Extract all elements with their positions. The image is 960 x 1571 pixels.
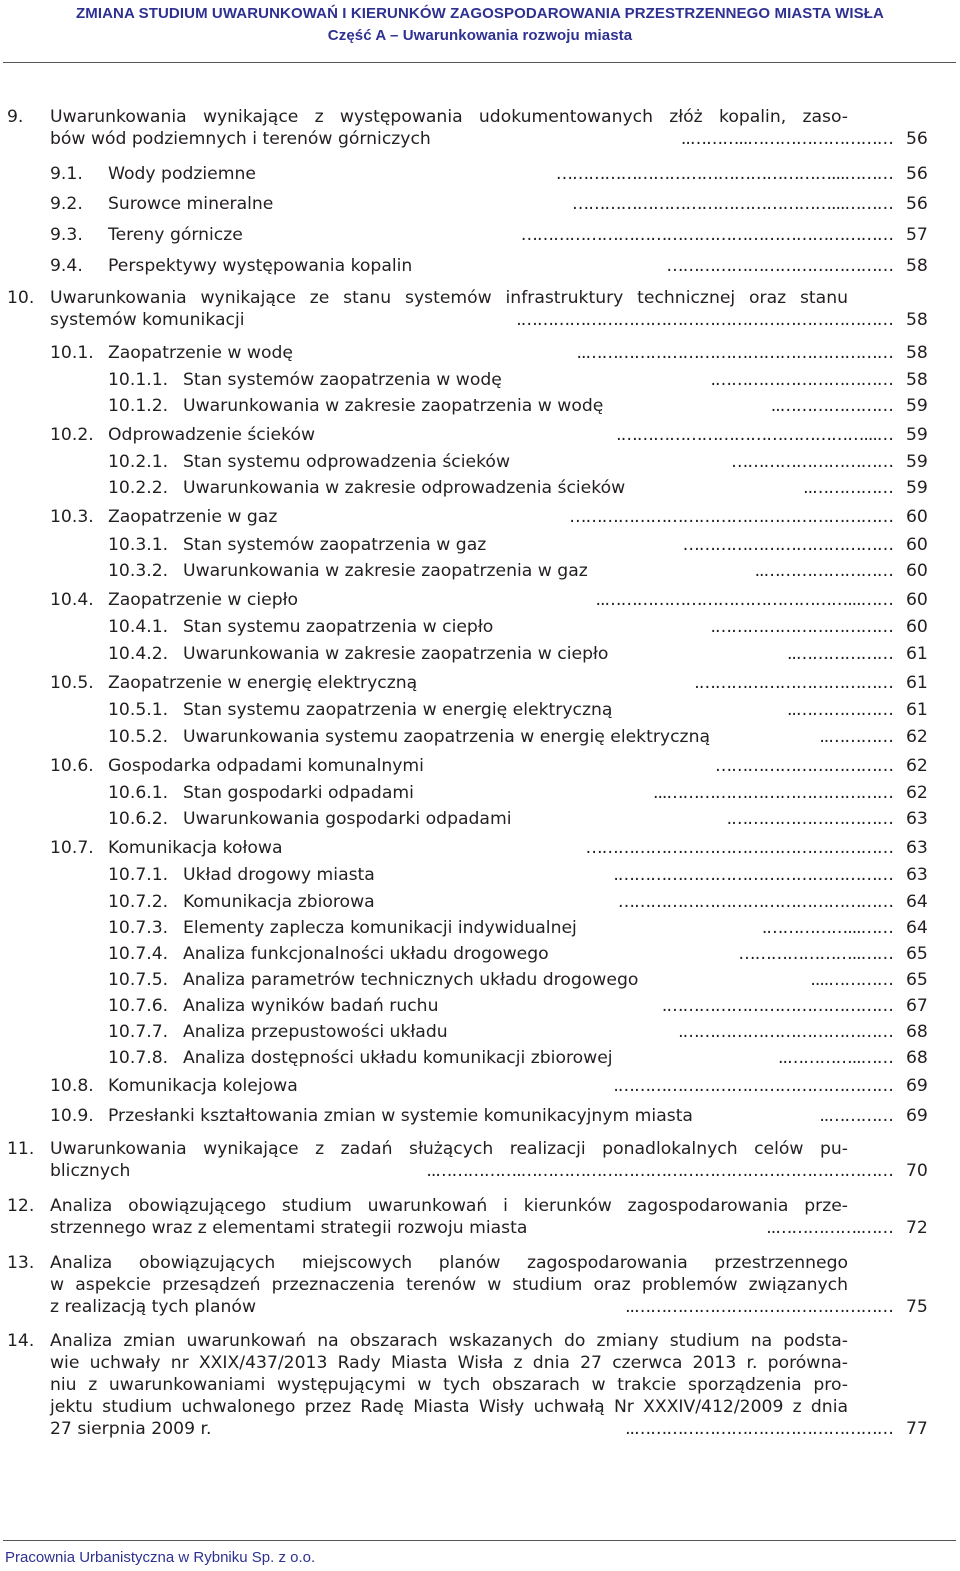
toc-title-line: Elementy zaplecza komunikacji indywidualnej	[183, 918, 577, 938]
toc-entry-title	[183, 534, 486, 556]
toc-entry-title	[183, 726, 710, 748]
toc-title-line: Zaopatrzenie w gaz	[108, 507, 278, 527]
toc-entry-number: 10.2.2.	[108, 478, 169, 498]
toc-entry-page: 56	[906, 129, 928, 149]
toc-entry-number: 10.5.2.	[108, 727, 169, 747]
toc-dot-leader: …………………………………….	[661, 996, 893, 1016]
toc-entry-page: 59	[906, 396, 928, 416]
toc-entry-page: 65	[906, 970, 928, 990]
toc-entry-title	[183, 969, 638, 991]
toc-title-line: Tereny górnicze	[108, 225, 243, 245]
toc-entry-number: 10.	[7, 288, 35, 308]
toc-entry-number: 10.6.	[50, 756, 94, 776]
toc-entry-page: 69	[906, 1076, 928, 1096]
toc-title-line: Gospodarka odpadami komunalnymi	[108, 756, 424, 776]
toc-entry-number: 10.1.2.	[108, 396, 169, 416]
toc-title-line: Uwarunkowania wynikające z występowania udokumentowanych złóż kopalin, zaso-	[50, 107, 848, 127]
toc-entry-title	[108, 424, 315, 446]
toc-entry-number: 10.7.6.	[108, 996, 169, 1016]
toc-entry-page: 56	[906, 194, 928, 214]
toc-title-line: Analiza dostępności układu komunikacji zbiorowej	[183, 1048, 613, 1068]
toc-dot-leader: ………………………………….	[678, 1022, 893, 1042]
toc-entry-page: 67	[906, 996, 928, 1016]
toc-title-line: Uwarunkowania w zakresie zaopatrzenia w wodę	[183, 396, 604, 416]
toc-dot-leader: ……………………………………………	[617, 892, 893, 912]
toc-entry-number: 9.	[7, 107, 24, 127]
toc-title-line: Zaopatrzenie w ciepło	[108, 590, 299, 610]
toc-title-line: Uwarunkowania w zakresie odprowadzenia ścieków	[183, 478, 626, 498]
toc-title-line: Komunikacja zbiorowa	[183, 892, 375, 912]
toc-entry-title	[108, 672, 417, 694]
toc-entry-title	[108, 837, 282, 859]
toc-entry-page: 70	[906, 1161, 928, 1181]
toc-entry-title	[183, 616, 493, 638]
toc-title-line: Analiza obowiązującego studium uwarunkowań i kierunków zagospodarowania prze-	[50, 1196, 848, 1216]
toc-entry-page: 57	[906, 225, 928, 245]
toc-dot-leader: …………………………………………………..	[576, 343, 893, 363]
toc-dot-leader: …………………………….	[710, 370, 893, 390]
toc-title-line: Stan systemów zaopatrzenia w wodę	[183, 370, 502, 390]
toc-dot-leader: …...……………………………………….	[616, 425, 893, 445]
toc-title-line: Surowce mineralne	[108, 194, 274, 214]
toc-dot-leader: ……………………………………………………	[569, 507, 893, 527]
toc-title-line: systemów komunikacji	[50, 310, 245, 330]
toc-title-line: Stan systemu zaopatrzenia w ciepło	[183, 617, 494, 637]
toc-entry-page: 59	[906, 452, 928, 472]
toc-entry-title	[108, 1075, 298, 1097]
toc-dot-leader: ……………………..	[754, 561, 893, 581]
toc-dot-leader: ……………..	[803, 478, 893, 498]
footer-text: Pracownia Urbanistyczna w Rybniku Sp. z o.o.	[5, 1549, 316, 1566]
toc-entry-page: 62	[906, 783, 928, 803]
toc-dot-leader: …………………………….	[710, 617, 893, 637]
toc-entry-page: 62	[906, 727, 928, 747]
toc-entry-page: 63	[906, 809, 928, 829]
toc-dot-leader: ……………………………	[714, 756, 893, 776]
document-header-title: ZMIANA STUDIUM UWARUNKOWAŃ I KIERUNKÓW ZAGOSPODAROWANIA PRZESTRZENNEGO MIASTA WISŁA	[76, 5, 884, 22]
toc-entry-number: 10.7.3.	[108, 918, 169, 938]
toc-entry-page: 68	[906, 1048, 928, 1068]
toc-dot-leader: …………………………………………….	[613, 1076, 893, 1096]
toc-dot-leader: …………………………………………..	[625, 1419, 893, 1439]
header-divider	[3, 62, 956, 63]
toc-entry-title	[108, 163, 256, 185]
toc-entry-title	[183, 643, 608, 665]
toc-entry-title	[183, 1021, 448, 1043]
toc-title-line: Uwarunkowania w zakresie zaopatrzenia w gaz	[183, 561, 588, 581]
toc-entry-title	[183, 891, 375, 913]
footer-divider	[3, 1540, 956, 1541]
toc-entry-title	[108, 193, 273, 215]
toc-title-line: Analiza obowiązujących miejscowych planów zagospodarowania przestrzennego	[50, 1253, 848, 1273]
toc-entry-page: 58	[906, 370, 928, 390]
toc-entry-page: 63	[906, 865, 928, 885]
toc-title-line: Zaopatrzenie w energię elektryczną	[108, 673, 418, 693]
toc-title-line: wie uchwały nr XXIX/437/2013 Rady Miasta Wisła z dnia 27 czerwca 2013 r. porówna-	[50, 1353, 848, 1373]
toc-title-line: Analiza funkcjonalności układu drogowego	[183, 944, 549, 964]
toc-entry-title	[183, 943, 549, 965]
toc-entry-number: 10.6.1.	[108, 783, 169, 803]
toc-entry-page: 61	[906, 700, 928, 720]
toc-dot-leader: …………………………………	[682, 535, 893, 555]
toc-entry-number: 10.8.	[50, 1076, 94, 1096]
toc-entry-title	[183, 699, 612, 721]
toc-entry-page: 59	[906, 478, 928, 498]
toc-dot-leader: …………..	[819, 727, 893, 747]
toc-title-line: Analiza wyników badań ruchu	[183, 996, 439, 1016]
toc-entry-title	[108, 589, 298, 611]
toc-entry-page: 75	[906, 1297, 928, 1317]
toc-entry-number: 10.7.	[50, 838, 94, 858]
toc-title-line: Perspektywy występowania kopalin	[108, 256, 413, 276]
toc-dot-leader: …………………………………………………………….	[516, 310, 893, 330]
toc-entry-number: 10.6.2.	[108, 809, 169, 829]
toc-dot-leader: …………………………………………………	[585, 838, 893, 858]
toc-dot-leader: …………………………………………………………….……………..	[426, 1161, 893, 1181]
toc-title-line: Zaopatrzenie w wodę	[108, 343, 293, 363]
toc-title-line: jektu studium uchwalonego przez Radę Miasta Wisły uchwałą Nr XXXIV/412/2009 z dnia	[50, 1397, 848, 1417]
toc-dot-leader: ………………..	[786, 700, 893, 720]
toc-entry-number: 10.1.	[50, 343, 94, 363]
toc-entry-page: 59	[906, 425, 928, 445]
toc-entry-title	[183, 395, 603, 417]
toc-entry-number: 10.2.1.	[108, 452, 169, 472]
toc-dot-leader: ………………………..………..	[680, 129, 893, 149]
toc-title-line: Komunikacja kolejowa	[108, 1076, 298, 1096]
toc-entry-number: 10.1.1.	[108, 370, 169, 390]
toc-dot-leader: ……………………………………………………………	[520, 225, 893, 245]
toc-entry-title	[108, 506, 277, 528]
toc-entry-page: 63	[906, 838, 928, 858]
toc-entry-page: 61	[906, 673, 928, 693]
toc-title-line: w aspekcie przesądzeń przeznaczenia terenów w studium oraz problemów związanych	[50, 1275, 848, 1295]
toc-entry-number: 9.3.	[50, 225, 83, 245]
toc-title-line: Stan gospodarki odpadami	[183, 783, 414, 803]
toc-entry-page: 56	[906, 164, 928, 184]
toc-entry-page: 60	[906, 561, 928, 581]
toc-title-line: 27 sierpnia 2009 r.	[50, 1419, 212, 1439]
toc-title-line: bów wód podziemnych i terenów górniczych	[50, 129, 431, 149]
toc-entry-number: 10.7.5.	[108, 970, 169, 990]
toc-dot-leader: ……...………………………………………..	[595, 590, 893, 610]
toc-title-line: niu z uwarunkowaniami występującymi w tych obszarach w trakcie sporządzenia pro-	[50, 1375, 848, 1395]
toc-entry-number: 10.5.	[50, 673, 94, 693]
toc-dot-leader: ……..…………..	[778, 1048, 893, 1068]
toc-entry-number: 10.4.2.	[108, 644, 169, 664]
toc-entry-page: 58	[906, 343, 928, 363]
toc-title-line: Uwarunkowania wynikające z zadań służących realizacji ponadlokalnych celów pu-	[50, 1139, 848, 1159]
toc-title-line: z realizacją tych planów	[50, 1297, 257, 1317]
toc-entry-page: 77	[906, 1419, 928, 1439]
toc-entry-number: 10.7.4.	[108, 944, 169, 964]
toc-entry-number: 10.3.1.	[108, 535, 169, 555]
toc-dot-leader: …………....	[810, 970, 893, 990]
toc-title-line: Komunikacja kołowa	[108, 838, 283, 858]
toc-title-line: Analiza zmian uwarunkowań na obszarach wskazanych do zmiany studium na podsta-	[50, 1331, 848, 1351]
toc-dot-leader: …………………………………………..	[625, 1297, 893, 1317]
toc-title-line: Wody podziemne	[108, 164, 256, 184]
toc-entry-title	[183, 451, 510, 473]
toc-title-line: blicznych	[50, 1161, 131, 1181]
toc-entry-title	[183, 808, 511, 830]
toc-entry-page: 60	[906, 617, 928, 637]
toc-entry-page: 65	[906, 944, 928, 964]
toc-entry-title	[183, 917, 577, 939]
toc-entry-page: 61	[906, 644, 928, 664]
toc-title-line: Uwarunkowania gospodarki odpadami	[183, 809, 512, 829]
toc-entry-number: 9.2.	[50, 194, 83, 214]
toc-entry-title	[108, 255, 412, 277]
toc-entry-number: 10.3.2.	[108, 561, 169, 581]
toc-entry-title	[183, 864, 375, 886]
toc-entry-title	[183, 995, 438, 1017]
toc-entry-page: 60	[906, 535, 928, 555]
toc-dot-leader: ……………………………….	[694, 673, 893, 693]
toc-dot-leader: ……………………………………...	[652, 783, 893, 803]
toc-entry-page: 64	[906, 892, 928, 912]
toc-dot-leader: ………………..	[786, 644, 893, 664]
toc-entry-page: 60	[906, 507, 928, 527]
toc-entry-title	[108, 755, 424, 777]
toc-entry-number: 10.5.1.	[108, 700, 169, 720]
toc-entry-number: 9.1.	[50, 164, 83, 184]
toc-dot-leader: …………………………	[731, 452, 893, 472]
toc-title-line: Stan systemu odprowadzenia ścieków	[183, 452, 510, 472]
toc-title-line: strzennego wraz z elementami strategii rozwoju miasta	[50, 1218, 528, 1238]
toc-title-line: Stan systemu zaopatrzenia w energię elektryczną	[183, 700, 613, 720]
toc-entry-number: 12.	[7, 1196, 35, 1216]
toc-entry-number: 10.4.	[50, 590, 94, 610]
toc-entry-title	[183, 369, 502, 391]
toc-entry-title	[108, 1105, 693, 1127]
toc-dot-leader: ……..…………………	[738, 944, 893, 964]
toc-title-line: Uwarunkowania w zakresie zaopatrzenia w ciepło	[183, 644, 609, 664]
toc-entry-title	[108, 342, 293, 364]
toc-dot-leader: ………...……………………………………………	[555, 164, 893, 184]
toc-title-line: Przesłanki kształtowania zmian w systemie komunikacyjnym miasta	[108, 1106, 693, 1126]
toc-entry-page: 69	[906, 1106, 928, 1126]
toc-entry-page: 62	[906, 756, 928, 776]
toc-title-line: Uwarunkowania wynikające ze stanu systemów infrastruktury technicznej oraz stanu	[50, 288, 848, 308]
toc-dot-leader: …………………………………………….	[613, 865, 893, 885]
toc-title-line: Układ drogowy miasta	[183, 865, 375, 885]
toc-dot-leader: ………………………….	[726, 809, 893, 829]
toc-entry-number: 9.4.	[50, 256, 83, 276]
toc-dot-leader: ……...…………….	[761, 918, 893, 938]
toc-entry-title	[108, 224, 243, 246]
toc-entry-number: 14.	[7, 1331, 35, 1351]
toc-entry-number: 10.4.1.	[108, 617, 169, 637]
toc-dot-leader: ……………………………………	[666, 256, 893, 276]
toc-entry-page: 72	[906, 1218, 928, 1238]
toc-entry-number: 10.7.8.	[108, 1048, 169, 1068]
document-header-subtitle: Część A – Uwarunkowania rozwoju miasta	[327, 27, 633, 44]
toc-dot-leader: ………...…………………………………………	[572, 194, 893, 214]
toc-entry-number: 13.	[7, 1253, 35, 1273]
toc-title-line: Uwarunkowania systemu zaopatrzenia w energię elektryczną	[183, 727, 711, 747]
toc-title-line: Analiza parametrów technicznych układu drogowego	[183, 970, 639, 990]
toc-entry-page: 64	[906, 918, 928, 938]
toc-title-line: Stan systemów zaopatrzenia w gaz	[183, 535, 487, 555]
toc-entry-page: 68	[906, 1022, 928, 1042]
toc-entry-title	[183, 782, 414, 804]
toc-entry-page: 60	[906, 590, 928, 610]
toc-dot-leader: …………………..	[770, 396, 893, 416]
toc-dot-leader: …………..	[819, 1106, 893, 1126]
toc-entry-page: 58	[906, 256, 928, 276]
toc-entry-title	[183, 1047, 613, 1069]
toc-entry-number: 10.9.	[50, 1106, 94, 1126]
toc-entry-title	[183, 560, 588, 582]
toc-entry-title	[183, 477, 625, 499]
toc-title-line: Odprowadzenie ścieków	[108, 425, 316, 445]
toc-entry-number: 10.7.1.	[108, 865, 169, 885]
toc-entry-number: 10.2.	[50, 425, 94, 445]
toc-entry-number: 11.	[7, 1139, 35, 1159]
toc-entry-number: 10.3.	[50, 507, 94, 527]
toc-entry-page: 58	[906, 310, 928, 330]
toc-dot-leader: …….……………..	[766, 1218, 893, 1238]
toc-entry-number: 10.7.2.	[108, 892, 169, 912]
toc-title-line: Analiza przepustowości układu	[183, 1022, 448, 1042]
toc-entry-number: 10.7.7.	[108, 1022, 169, 1042]
